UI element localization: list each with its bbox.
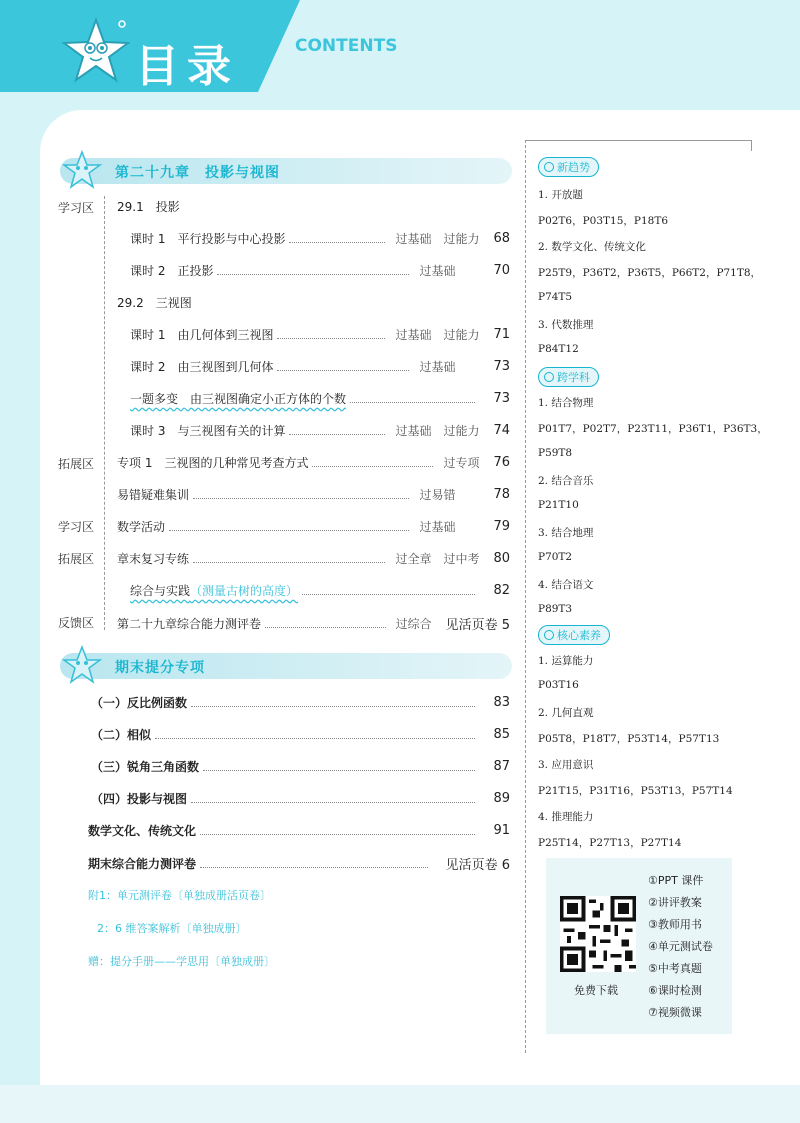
page-number: 74 (493, 423, 510, 438)
page-header (0, 0, 800, 112)
resource-item: ⑥课时检测 (648, 984, 702, 997)
chapter-header (60, 158, 512, 184)
sidebar-tag-cross: 跨学科 (538, 367, 599, 387)
page-number: 85 (493, 727, 510, 742)
page-number: 82 (493, 583, 510, 598)
page-number: 87 (493, 759, 510, 774)
page-number: 89 (493, 791, 510, 806)
toc-entry[interactable]: 一题多变 由三视图确定小正方体的个数 73 (130, 391, 510, 406)
toc-entry[interactable]: 课时 2 正投影 过基础 70 (130, 263, 510, 278)
toc-entry[interactable]: （一）反比例函数 83 (91, 695, 510, 710)
page-number: 73 (493, 359, 510, 374)
zone-label: 拓展区 (58, 552, 95, 566)
chapter-star-icon (62, 150, 102, 190)
page-number: 见活页卷 6 (445, 858, 510, 873)
zone-label: 学习区 (58, 201, 95, 215)
toc-entry[interactable]: 期末综合能力测评卷 见活页卷 6 (88, 854, 510, 873)
bottom-band (0, 1085, 800, 1123)
toc-entry[interactable]: （三）锐角三角函数 87 (91, 759, 510, 774)
toc-entry[interactable]: 课时 3 与三视图有关的计算 过基础 过能力 74 (130, 423, 510, 438)
zone-label: 学习区 (58, 520, 95, 534)
qr-code-icon[interactable] (560, 896, 636, 972)
page-number: 73 (493, 391, 510, 406)
resource-item: ③教师用书 (648, 918, 702, 931)
zone-label: 反馈区 (58, 616, 95, 630)
resource-item: ⑤中考真题 (648, 962, 702, 975)
page-title: 目录 (135, 41, 239, 92)
page-subtitle: CONTENTS (295, 36, 398, 56)
qr-caption: 免费下载 (574, 984, 618, 997)
toc-entry[interactable]: 综合与实践 （测量古树的高度） 82 (130, 583, 510, 598)
section-heading: 29.2 三视图 (117, 296, 192, 310)
chapter-title: 期末提分专项 (115, 660, 205, 676)
appendix-note: 附1：单元测评卷〔单独成册活页卷〕 (88, 889, 271, 902)
zone-label: 拓展区 (58, 457, 95, 471)
toc-entry[interactable]: 数学活动 过基础 79 (117, 519, 510, 534)
page-number: 71 (493, 327, 510, 342)
appendix-note: 赠：提分手册——学思用〔单独成册〕 (88, 955, 275, 968)
page-number: 68 (493, 231, 510, 246)
toc-entry[interactable]: 专项 1 三视图的几种常见考查方式 过专项 76 (117, 455, 510, 470)
page-number: 见活页卷 5 (445, 618, 510, 633)
toc-entry[interactable]: 数学文化、传统文化 91 (88, 823, 510, 838)
resources-box (546, 858, 732, 1034)
toc-entry[interactable]: 课时 1 由几何体到三视图 过基础 过能力 71 (130, 327, 510, 342)
chapter-header (60, 653, 512, 679)
appendix-note: 2：6 维答案解析〔单独成册〕 (97, 922, 247, 935)
page-number: 78 (493, 487, 510, 502)
page-number: 79 (493, 519, 510, 534)
toc-entry[interactable]: 课时 1 平行投影与中心投影 过基础 过能力 68 (130, 231, 510, 246)
resource-item: ①PPT 课件 (648, 874, 704, 887)
chapter-star-icon (62, 645, 102, 685)
sidebar-tag-trend: 新趋势 (538, 157, 599, 177)
sidebar-tag-core: 核心素养 (538, 625, 610, 645)
toc-entry[interactable]: 易错疑难集训 过易错 78 (117, 487, 510, 502)
chapter-title: 第二十九章 投影与视图 (115, 165, 280, 181)
page-number: 80 (493, 551, 510, 566)
page-number: 70 (493, 263, 510, 278)
resource-item: ②讲评教案 (648, 896, 702, 909)
page-number: 83 (493, 695, 510, 710)
resource-item: ④单元测试卷 (648, 940, 713, 953)
star-mascot-icon (62, 16, 130, 88)
toc-entry[interactable]: 第二十九章综合能力测评卷 过综合 见活页卷 5 (117, 614, 510, 633)
page-number: 76 (493, 455, 510, 470)
toc-entry[interactable]: （四）投影与视图 89 (91, 791, 510, 806)
resource-item: ⑦视频微课 (648, 1006, 702, 1019)
zone-divider (104, 196, 105, 630)
toc-entry[interactable]: 章末复习专练 过全章 过中考 80 (117, 551, 510, 566)
toc-entry[interactable]: 课时 2 由三视图到几何体 过基础 73 (130, 359, 510, 374)
sidebar-panel: 新趋势 1. 开放题 P02T6，P03T15，P18T6 2. 数学文化、传统文化 P25T9，P36T2，P36T5，P66T2，P71T8， P74T5 3. 代数推理 P84T12 跨学科 1. 结合物理 P01T7，P02T7，P23T11，P36T1，P36T3， P59T8 2. 结合音乐 P21T10 3. 结合地理 P70T2 4. 结合语文 P89T3 核心素养 1. 运算能力 P03T16 2. 几何直观 P05T8，P18T7，P53T14，P57T13 3. 应用意识 P21T15，P31T16，P53T13，P57T14 4. 推理能力 P25T14，P27T13，P27T14 (525, 140, 752, 1053)
section-heading: 29.1 投影 (117, 200, 180, 214)
toc-entry[interactable]: （二）相似 85 (91, 727, 510, 742)
page-number: 91 (493, 823, 510, 838)
